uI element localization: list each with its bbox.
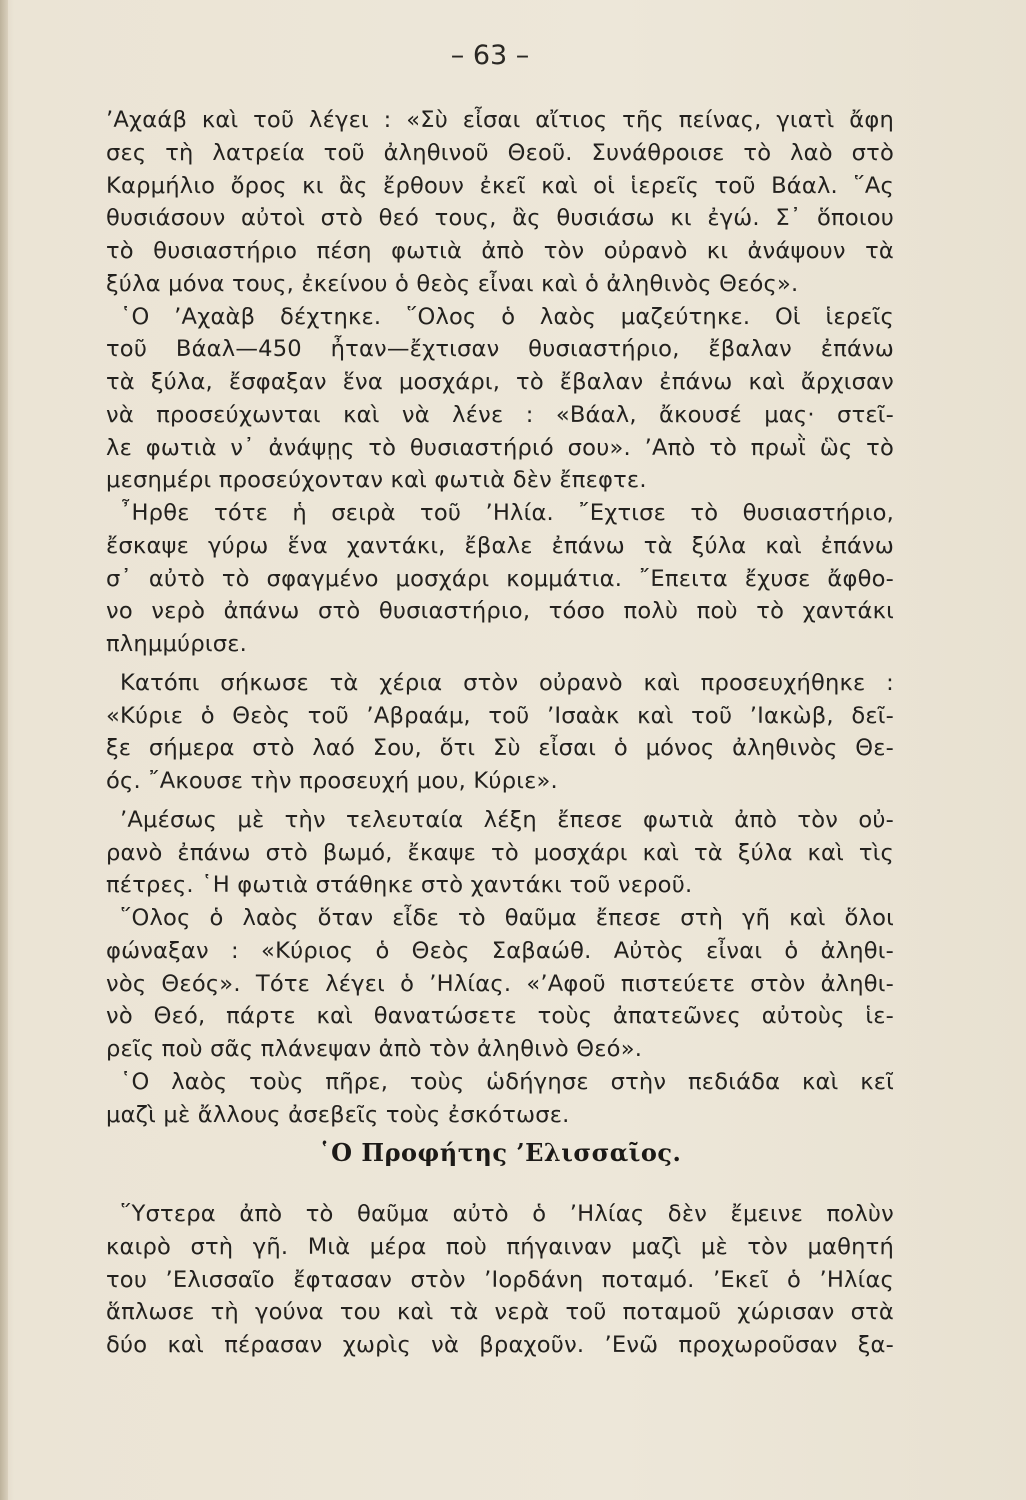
text-line: ός. ῎Ακουσε τὴν προσευχή μου, Κύριε». xyxy=(106,768,558,794)
paragraph xyxy=(106,804,894,902)
text-line: μαζὶ μὲ ἄλλους ἀσεβεῖς τοὺς ἐσκότωσε. xyxy=(106,1101,570,1128)
text-line: σες τὴ λατρεία τοῦ ἀληθινοῦ Θεοῦ. Συνάθροισε τὸ λαὸ στὸ xyxy=(106,139,894,166)
paragraph xyxy=(106,667,894,798)
text-line: φώναξαν : «Κύριος ὁ Θεὸς Σαβαώθ. Αὐτὸς εἶναι ὁ ἀληθι- xyxy=(106,937,894,964)
text-line: τὸ θυσιαστήριο πέση φωτιὰ ἀπὸ τὸν οὐρανὸ κι ἀνάψουν τὰ xyxy=(106,238,894,264)
paragraph xyxy=(106,497,894,661)
text-line: ῾Ο ’Αχαὰβ δέχτηκε. ῞Ολος ὁ λαὸς μαζεύτηκε. Οἱ ἱερεῖς xyxy=(120,303,894,330)
text-line: ξύλα μόνα τους, ἐκείνου ὁ θεὸς εἶναι καὶ ὁ ἀληθινὸς Θεός». xyxy=(106,270,799,297)
text-line: ῞Υστερα ἀπὸ τὸ θαῦμα αὐτὸ ὁ ’Ηλίας δὲν ἔμεινε πολὺν xyxy=(120,1201,894,1227)
paragraph xyxy=(106,902,894,1066)
text-line: μεσημέρι προσεύχονταν καὶ φωτιὰ δὲν ἔπεφτε. xyxy=(106,467,647,494)
main-text-top xyxy=(106,104,894,1131)
text-line: νο νερὸ ἀπάνω στὸ θυσιαστήριο, τόσο πολὺ ποὺ τὸ χαντάκι xyxy=(106,598,894,625)
text-line: ξε σήμερα στὸ λαό Σου, ὅτι Σὺ εἶσαι ὁ μόνος ἀληθινὸς Θε- xyxy=(106,735,894,762)
text-line: ρανὸ ἐπάνω στὸ βωμό, ἔκαψε τὸ μοσχάρι καὶ τὰ ξύλα καὶ τὶς xyxy=(106,839,894,866)
text-line: δύο καὶ πέρασαν χωρὶς νὰ βραχοῦν. ’Ενῶ προχωροῦσαν ξα- xyxy=(106,1332,894,1358)
text-line: καιρὸ στὴ γῆ. Μιὰ μέρα ποὺ πήγαιναν μαζὶ μὲ τὸν μαθητή xyxy=(106,1233,894,1260)
section-heading: ῾Ο Προφήτης ’Ελισσαῖος. xyxy=(318,1138,682,1167)
text-line: πλημμύρισε. xyxy=(106,631,248,657)
text-line: νὰ προσεύχωνται καὶ νὰ λένε : «Βάαλ, ἄκουσέ μας· στεῖ- xyxy=(106,401,894,428)
text-line: νὸς Θεός». Τότε λέγει ὁ ’Ηλίας. «’Αφοῦ πιστεύετε στὸν ἀληθι- xyxy=(106,970,894,997)
text-line: θυσιάσουν αὐτοὶ στὸ θεό τους, ἂς θυσιάσω κι ἐγώ. Σ᾽ ὅποιου xyxy=(106,205,894,232)
text-line: ρεῖς ποὺ σᾶς πλάνεψαν ἀπὸ τὸν ἀληθινὸ Θεό». xyxy=(106,1036,643,1062)
text-line: σ᾽ αὐτὸ τὸ σφαγμένο μοσχάρι κομμάτια. ῎Επειτα ἔχυσε ἄφθο- xyxy=(106,565,894,592)
text-line: ῾Ο λαὸς τοὺς πῆρε, τοὺς ὡδήγησε στὴν πεδιάδα καὶ κεῖ xyxy=(120,1068,894,1095)
text-line: Κατόπι σήκωσε τὰ χέρια στὸν οὐρανὸ καὶ προσευχήθηκε : xyxy=(120,669,894,696)
text-line: νὸ Θεό, πάρτε καὶ θανατώσετε τοὺς ἀπατεῶνες αὐτοὺς ἱε- xyxy=(106,1003,894,1030)
text-line: ’Αμέσως μὲ τὴν τελευταία λέξη ἔπεσε φωτιὰ ἀπὸ τὸν οὐ- xyxy=(120,806,894,833)
text-line: ῞Ολος ὁ λαὸς ὅταν εἶδε τὸ θαῦμα ἔπεσε στὴ γῆ καὶ ὅλοι xyxy=(120,905,894,931)
page-spine-shadow xyxy=(0,0,8,1500)
text-line: ’Αχαάβ καὶ τοῦ λέγει : «Σὺ εἶσαι αἴτιος τῆς πείνας, γιατὶ ἄφη xyxy=(106,107,894,133)
text-line: ἅπλωσε τὴ γούνα του καὶ τὰ νερὰ τοῦ ποταμοῦ χώρισαν στὰ xyxy=(106,1299,894,1326)
text-line: πέτρες. ῾Η φωτιὰ στάθηκε στὸ χαντάκι τοῦ νεροῦ. xyxy=(106,872,693,899)
text-line: του ’Ελισσαῖο ἔφτασαν στὸν ’Ιορδάνη ποταμό. ’Εκεῖ ὁ ’Ηλίας xyxy=(106,1266,894,1293)
text-line: τὰ ξύλα, ἔσφαξαν ἕνα μοσχάρι, τὸ ἔβαλαν ἐπάνω καὶ ἄρχισαν xyxy=(106,369,894,395)
paragraph xyxy=(106,104,894,301)
page-number: – 63 – xyxy=(450,40,530,71)
paragraph xyxy=(106,1066,894,1132)
text-line: τοῦ Βάαλ—450 ἦταν—ἔχτισαν θυσιαστήριο, ἔβαλαν ἐπάνω xyxy=(106,336,894,363)
text-line: ἔσκαψε γύρω ἕνα χαντάκι, ἔβαλε ἐπάνω τὰ ξύλα καὶ ἐπάνω xyxy=(106,532,894,559)
paragraph xyxy=(106,1198,894,1362)
text-line: ῏Ηρθε τότε ἡ σειρὰ τοῦ ’Ηλία. ῎Εχτισε τὸ θυσιαστήριο, xyxy=(120,500,894,526)
main-text-bottom xyxy=(106,1198,894,1362)
text-line: Καρμήλιο ὄρος κι ἂς ἔρθουν ἐκεῖ καὶ οἱ ἱερεῖς τοῦ Βάαλ. ῞Ας xyxy=(106,172,894,199)
text-line: «Κύριε ὁ Θεὸς τοῦ ’Αβραάμ, τοῦ ’Ισαὰκ καὶ τοῦ ’Ιακὼβ, δεῖ- xyxy=(106,702,894,729)
paragraph xyxy=(106,301,894,498)
text-line: λε φωτιὰ ν᾽ ἀνάψῃς τὸ θυσιαστήριό σου». ’Απὸ τὸ πρωῒ ὣς τὸ xyxy=(106,434,894,461)
